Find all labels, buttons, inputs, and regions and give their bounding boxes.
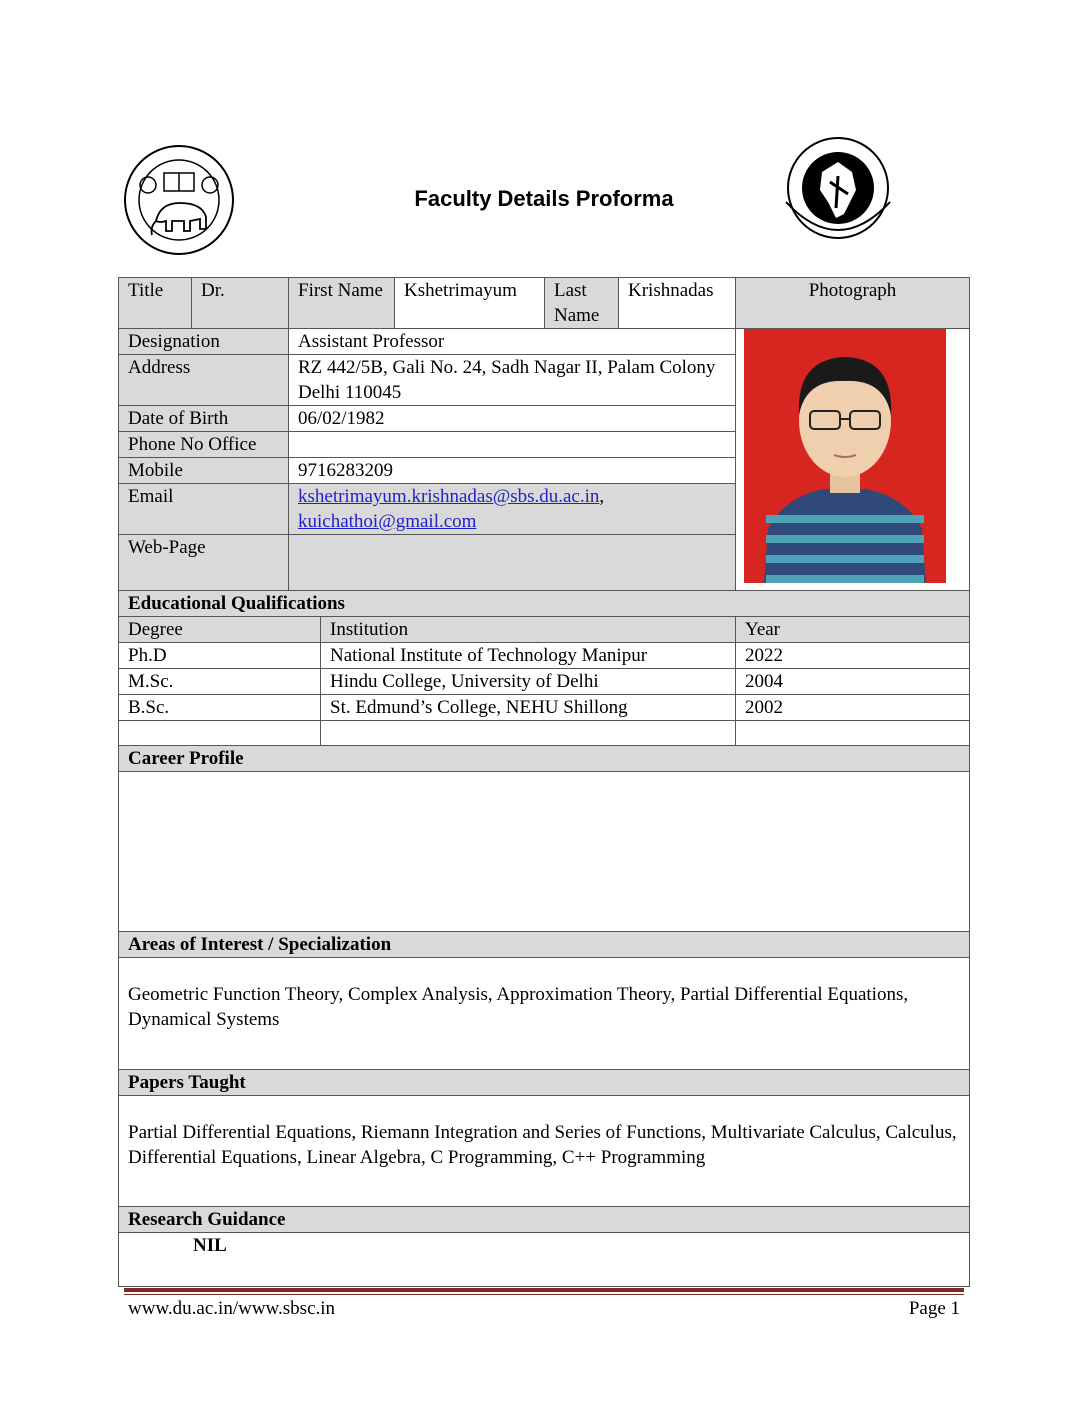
institution-cell: St. Edmund’s College, NEHU Shillong xyxy=(321,695,736,721)
photograph-cell xyxy=(736,329,970,591)
papers-content: Partial Differential Equations, Riemann Integration and Series of Functions, Multivariate Calculus, Calculus, Differential Equations, Linear Algebra, C Programming, C++ Programming xyxy=(119,1096,970,1207)
interests-heading: Areas of Interest / Specialization xyxy=(119,932,970,958)
footer-divider-thin xyxy=(124,1294,964,1295)
degree-cell: M.Sc. xyxy=(119,669,321,695)
email-value xyxy=(289,484,736,535)
education-heading: Educational Qualifications xyxy=(119,591,970,617)
research-heading: Research Guidance xyxy=(119,1207,970,1233)
table-row xyxy=(119,695,970,721)
career-content xyxy=(119,772,970,932)
degree-cell xyxy=(119,721,321,746)
email-label: Email xyxy=(119,484,289,535)
dob-value: 06/02/1982 xyxy=(289,406,736,432)
research-content: NIL xyxy=(119,1233,970,1287)
institution-cell xyxy=(321,721,736,746)
education-col-year: Year xyxy=(736,617,970,643)
designation-label: Designation xyxy=(119,329,289,355)
institution-cell: Hindu College, University of Delhi xyxy=(321,669,736,695)
year-cell: 2004 xyxy=(736,669,970,695)
institution-cell: National Institute of Technology Manipur xyxy=(321,643,736,669)
first-name-value: Kshetrimayum xyxy=(395,278,545,329)
year-cell: 2002 xyxy=(736,695,970,721)
phone-office-value[interactable] xyxy=(289,432,736,458)
interests-content: Geometric Function Theory, Complex Analysis, Approximation Theory, Partial Differential Equations, Dynamical Systems xyxy=(119,958,970,1070)
faculty-photo xyxy=(744,329,946,583)
dob-label: Date of Birth xyxy=(119,406,289,432)
mobile-value: 9716283209 xyxy=(289,458,736,484)
education-col-degree: Degree xyxy=(119,617,321,643)
photograph-label: Photograph xyxy=(736,278,970,329)
footer-divider xyxy=(124,1288,964,1292)
table-row xyxy=(119,721,970,746)
last-name-label: Last Name xyxy=(545,278,619,329)
career-heading: Career Profile xyxy=(119,746,970,772)
table-row xyxy=(119,669,970,695)
phone-office-label: Phone No Office xyxy=(119,432,289,458)
footer-website: www.du.ac.in/www.sbsc.in xyxy=(128,1298,336,1319)
webpage-label: Web-Page xyxy=(119,535,289,591)
webpage-value[interactable] xyxy=(289,535,736,591)
email-link-primary[interactable]: kshetrimayum.krishnadas@sbs.du.ac.in xyxy=(298,486,600,507)
papers-heading: Papers Taught xyxy=(119,1070,970,1096)
faculty-details-table xyxy=(118,277,970,1287)
year-cell: 2022 xyxy=(736,643,970,669)
education-header-row xyxy=(119,617,970,643)
email-separator: , xyxy=(599,486,605,507)
degree-cell: B.Sc. xyxy=(119,695,321,721)
address-label: Address xyxy=(119,355,289,406)
address-value: RZ 442/5B, Gali No. 24, Sadh Nagar II, Palam Colony Delhi 110045 xyxy=(289,355,736,406)
email-link-secondary[interactable]: kuichathoi@gmail.com xyxy=(298,511,477,532)
year-cell xyxy=(736,721,970,746)
title-label: Title xyxy=(119,278,192,329)
education-col-institution: Institution xyxy=(321,617,736,643)
footer-page-number: Page 1 xyxy=(908,1298,960,1319)
first-name-label: First Name xyxy=(289,278,395,329)
last-name-value: Krishnadas xyxy=(619,278,736,329)
sbs-college-logo xyxy=(778,132,898,252)
mobile-label: Mobile xyxy=(119,458,289,484)
designation-value: Assistant Professor xyxy=(289,329,736,355)
title-value: Dr. xyxy=(192,278,289,329)
table-row xyxy=(119,643,970,669)
page-title: Faculty Details Proforma xyxy=(414,186,674,211)
degree-cell: Ph.D xyxy=(119,643,321,669)
